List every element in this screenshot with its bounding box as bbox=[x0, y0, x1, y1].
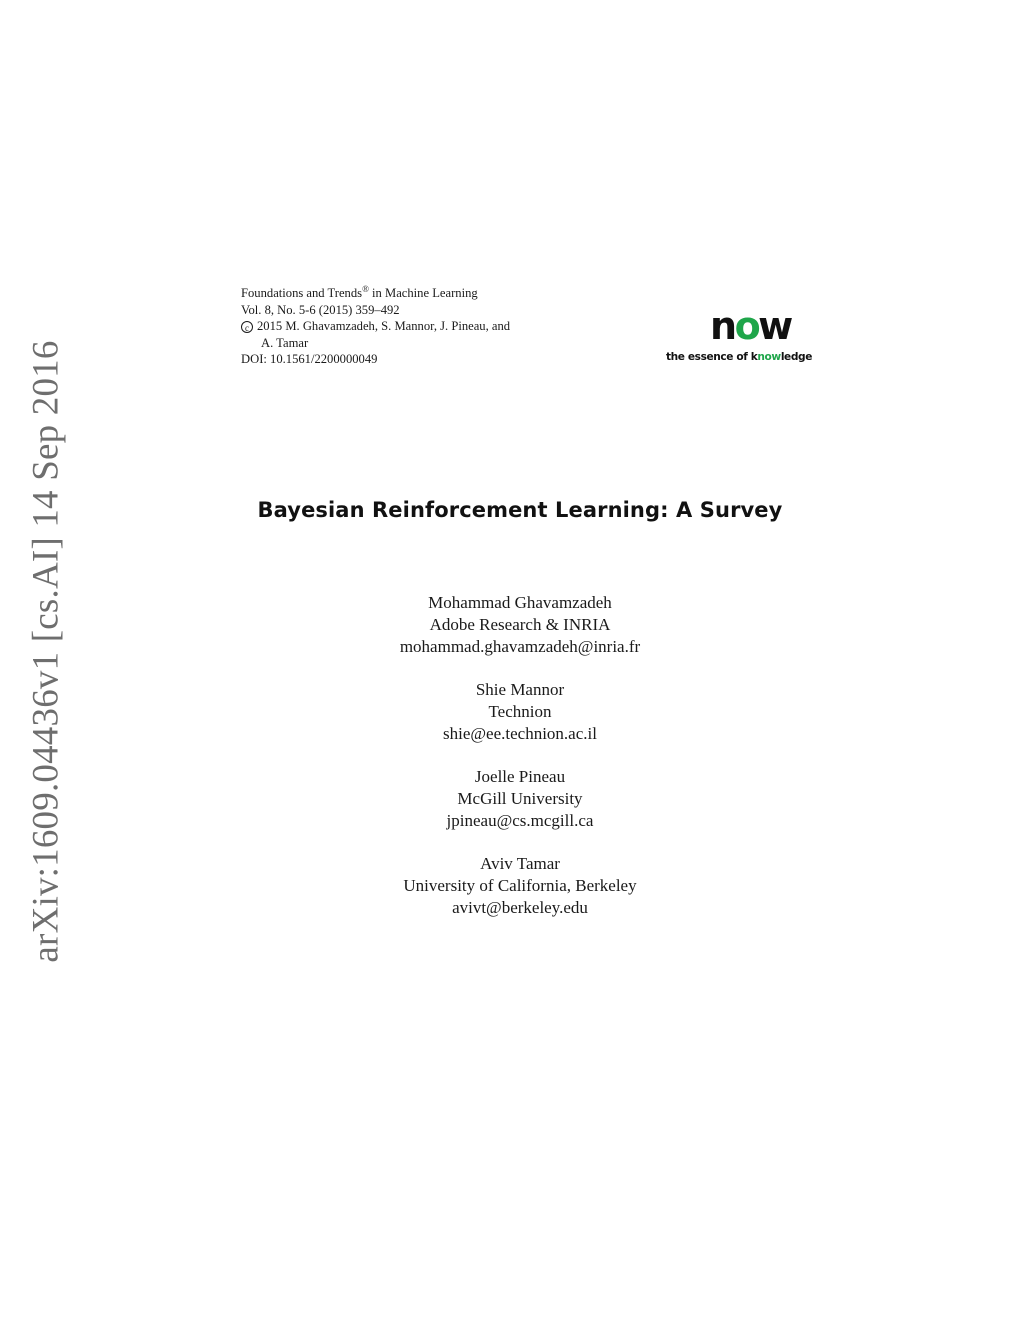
author-block bbox=[0, 853, 1024, 919]
author-name: Aviv Tamar bbox=[480, 854, 560, 873]
journal-series-suffix: in Machine Learning bbox=[368, 286, 478, 300]
copyright-icon: c bbox=[241, 321, 253, 333]
logo-tagline-start: the essence of k bbox=[666, 351, 758, 363]
journal-info bbox=[241, 285, 510, 368]
logo-wordmark bbox=[710, 304, 791, 348]
logo-tagline-end: ledge bbox=[780, 351, 812, 363]
author-block bbox=[0, 679, 1024, 745]
registered-mark: ® bbox=[362, 284, 369, 294]
author-email: shie@ee.technion.ac.il bbox=[443, 724, 597, 743]
author-affiliation: University of California, Berkeley bbox=[403, 876, 637, 895]
logo-wordmark-o: o bbox=[734, 304, 759, 348]
logo-tagline-accent: now bbox=[757, 351, 781, 363]
copyright-text-continued: A. Tamar bbox=[261, 335, 309, 350]
author-affiliation: McGill University bbox=[457, 789, 583, 808]
logo-wordmark-n: n bbox=[710, 304, 735, 348]
author-email: mohammad.ghavamzadeh@inria.fr bbox=[399, 637, 641, 656]
journal-series-prefix: Foundations and Trends bbox=[241, 286, 363, 300]
logo-tagline bbox=[666, 351, 812, 363]
logo-wordmark-w: w bbox=[758, 304, 791, 348]
copyright-text: 2015 M. Ghavamzadeh, S. Mannor, J. Pineau, and bbox=[257, 319, 511, 333]
author-affiliation: Technion bbox=[488, 702, 552, 721]
publisher-logo bbox=[664, 304, 812, 368]
author-name: Mohammad Ghavamzadeh bbox=[428, 593, 612, 612]
author-list bbox=[0, 592, 1024, 940]
journal-volume: Vol. 8, No. 5-6 (2015) 359–492 bbox=[241, 302, 400, 317]
author-email: jpineau@cs.mcgill.ca bbox=[446, 811, 594, 830]
author-email: avivt@berkeley.edu bbox=[452, 898, 588, 917]
author-name: Joelle Pineau bbox=[474, 767, 566, 786]
author-block bbox=[0, 766, 1024, 832]
author-block bbox=[0, 592, 1024, 658]
author-name: Shie Mannor bbox=[475, 680, 565, 699]
author-affiliation: Adobe Research & INRIA bbox=[429, 615, 611, 634]
arxiv-identifier-text: arXiv:1609.04436v1 [cs.AI] 14 Sep 2016 bbox=[25, 339, 67, 963]
paper-title: Bayesian Reinforcement Learning: A Survey bbox=[257, 498, 783, 522]
copyright-line bbox=[241, 318, 510, 335]
journal-series-line bbox=[241, 285, 510, 302]
journal-doi: DOI: 10.1561/2200000049 bbox=[241, 352, 378, 366]
